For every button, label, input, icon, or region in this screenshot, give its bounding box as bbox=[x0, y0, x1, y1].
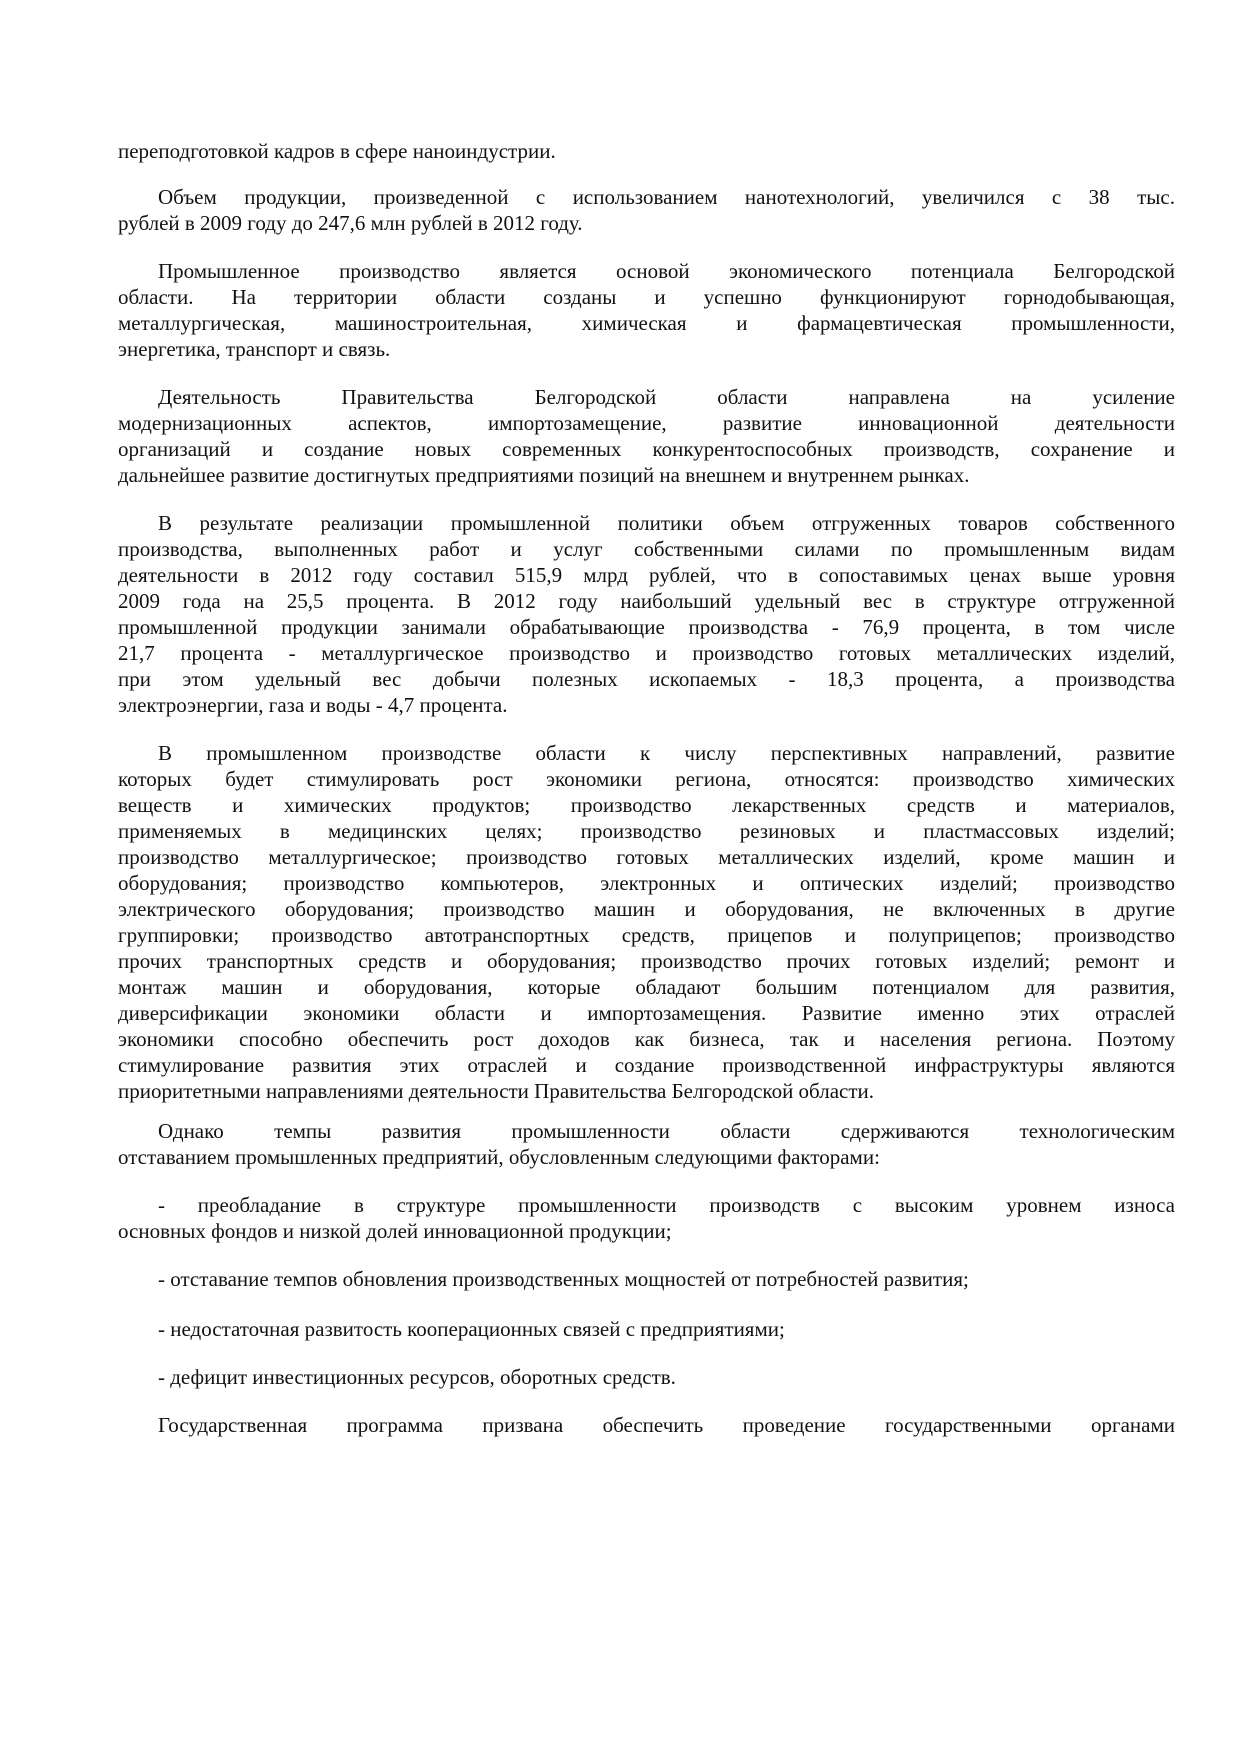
paragraph bbox=[118, 1192, 1175, 1244]
paragraph bbox=[118, 384, 1175, 488]
text-line: прочих транспортных средств и оборудования; производство прочих готовых изделий; ремонт и bbox=[118, 949, 1175, 973]
text-line: переподготовкой кадров в сфере наноиндустрии. bbox=[118, 139, 556, 163]
text-line: основных фондов и низкой долей инновационной продукции; bbox=[118, 1219, 672, 1243]
text-line: В результате реализации промышленной политики объем отгруженных товаров собственного bbox=[158, 511, 1175, 535]
text-line: деятельности в 2012 году составил 515,9 млрд рублей, что в сопоставимых ценах выше уровня bbox=[118, 563, 1175, 587]
text-line: диверсификации экономики области и импортозамещения. Развитие именно этих отраслей bbox=[118, 1001, 1175, 1025]
text-line: 2009 года на 25,5 процента. В 2012 году наибольший удельный вес в структуре отгруженной bbox=[118, 589, 1175, 613]
text-line: дальнейшее развитие достигнутых предприятиями позиций на внешнем и внутреннем рынках. bbox=[118, 463, 970, 487]
text-line: производства, выполненных работ и услуг собственными силами по промышленным видам bbox=[118, 537, 1175, 561]
text-line: В промышленном производстве области к числу перспективных направлений, развитие bbox=[158, 741, 1175, 765]
paragraph bbox=[118, 1266, 1175, 1292]
text-line: Промышленное производство является основой экономического потенциала Белгородской bbox=[158, 259, 1175, 283]
text-line: приоритетными направлениями деятельности Правительства Белгородской области. bbox=[118, 1079, 874, 1103]
text-line: области. На территории области созданы и успешно функционируют горнодобывающая, bbox=[118, 285, 1175, 309]
paragraph bbox=[118, 1364, 1175, 1390]
text-line: - преобладание в структуре промышленности производств с высоким уровнем износа bbox=[158, 1193, 1175, 1217]
text-line: - дефицит инвестиционных ресурсов, оборотных средств. bbox=[158, 1365, 676, 1389]
text-line: производство металлургическое; производство готовых металлических изделий, кроме машин и bbox=[118, 845, 1175, 869]
paragraph bbox=[118, 138, 1175, 164]
text-line: - недостаточная развитость кооперационных связей с предприятиями; bbox=[158, 1317, 785, 1341]
paragraph bbox=[118, 1412, 1175, 1438]
text-line: модернизационных аспектов, импортозамещение, развитие инновационной деятельности bbox=[118, 411, 1175, 435]
text-line: Деятельность Правительства Белгородской области направлена на усиление bbox=[158, 385, 1175, 409]
text-line: веществ и химических продуктов; производство лекарственных средств и материалов, bbox=[118, 793, 1175, 817]
text-line: Однако темпы развития промышленности области сдерживаются технологическим bbox=[158, 1119, 1175, 1143]
text-line: Объем продукции, произведенной с использованием нанотехнологий, увеличился с 38 тыс. bbox=[158, 185, 1175, 209]
paragraph bbox=[118, 740, 1175, 1104]
text-line: рублей в 2009 году до 247,6 млн рублей в 2012 году. bbox=[118, 211, 583, 235]
text-line: при этом удельный вес добычи полезных ископаемых - 18,3 процента, а производства bbox=[118, 667, 1175, 691]
text-line: - отставание темпов обновления производственных мощностей от потребностей развития; bbox=[158, 1267, 969, 1291]
text-line: стимулирование развития этих отраслей и создание производственной инфраструктуры являются bbox=[118, 1053, 1175, 1077]
text-line: энергетика, транспорт и связь. bbox=[118, 337, 391, 361]
text-line: монтаж машин и оборудования, которые обладают большим потенциалом для развития, bbox=[118, 975, 1175, 999]
text-line: группировки; производство автотранспортных средств, прицепов и полуприцепов; производство bbox=[118, 923, 1175, 947]
text-line: организаций и создание новых современных конкурентоспособных производств, сохранение и bbox=[118, 437, 1175, 461]
text-line: 21,7 процента - металлургическое производство и производство готовых металлических изделий, bbox=[118, 641, 1175, 665]
text-line: электрического оборудования; производство машин и оборудования, не включенных в другие bbox=[118, 897, 1175, 921]
text-line: Государственная программа призвана обеспечить проведение государственными органами bbox=[158, 1413, 1175, 1437]
paragraph bbox=[118, 258, 1175, 362]
text-line: промышленной продукции занимали обрабатывающие производства - 76,9 процента, в том числе bbox=[118, 615, 1175, 639]
text-line: применяемых в медицинских целях; производство резиновых и пластмассовых изделий; bbox=[118, 819, 1175, 843]
text-line: которых будет стимулировать рост экономики региона, относятся: производство химических bbox=[118, 767, 1175, 791]
text-line: металлургическая, машиностроительная, химическая и фармацевтическая промышленности, bbox=[118, 311, 1175, 335]
paragraph bbox=[118, 510, 1175, 718]
text-line: электроэнергии, газа и воды - 4,7 процента. bbox=[118, 693, 508, 717]
text-line: отставанием промышленных предприятий, обусловленным следующими факторами: bbox=[118, 1145, 880, 1169]
text-line: экономики способно обеспечить рост доходов как бизнеса, так и населения региона. Поэтому bbox=[118, 1027, 1175, 1051]
text-line: оборудования; производство компьютеров, электронных и оптических изделий; производство bbox=[118, 871, 1175, 895]
paragraph bbox=[118, 184, 1175, 236]
paragraph bbox=[118, 1118, 1175, 1170]
paragraph bbox=[118, 1316, 1175, 1342]
